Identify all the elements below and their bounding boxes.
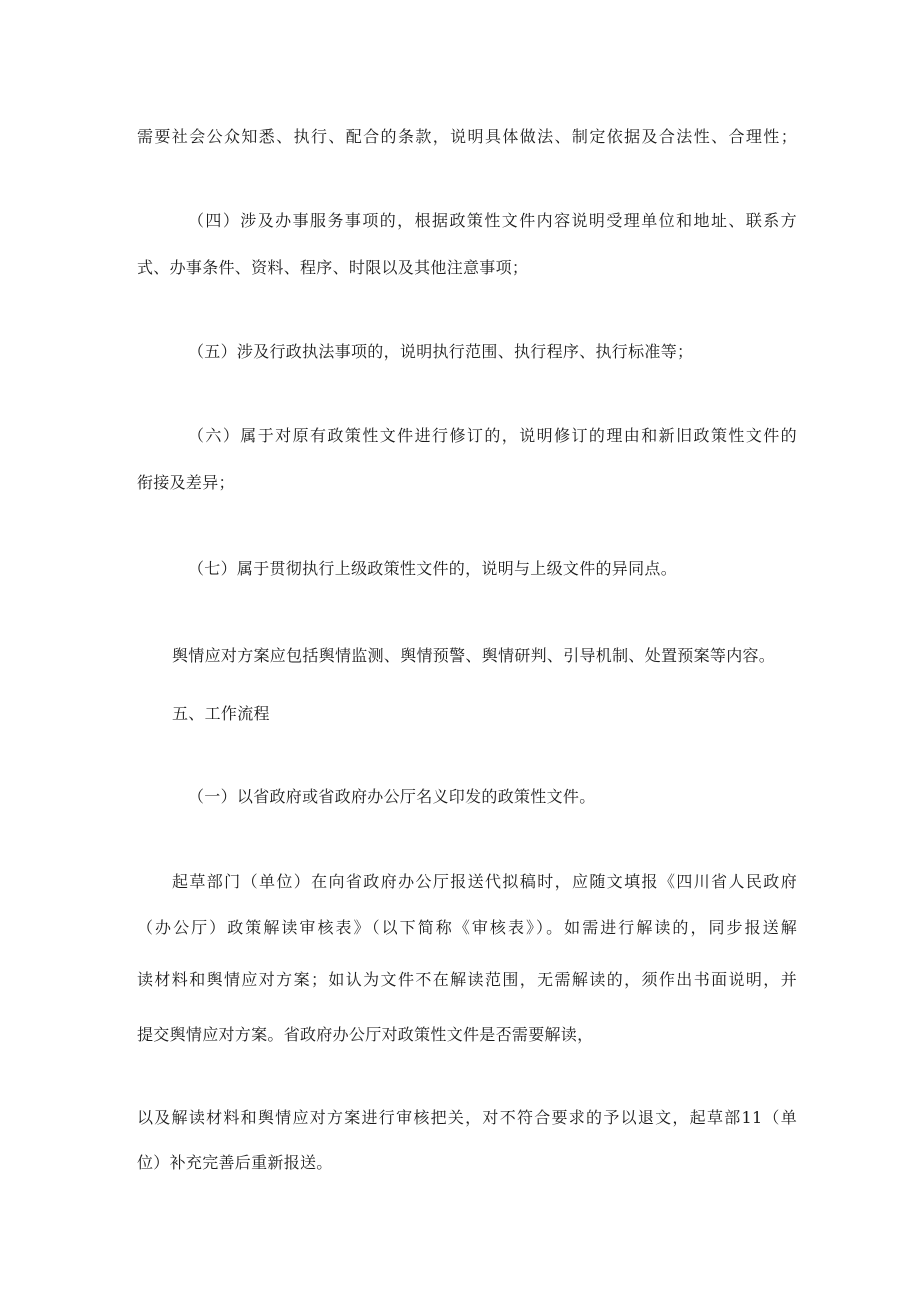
section-heading-workflow: 五、工作流程 bbox=[172, 704, 270, 723]
paragraph-line-5: 以及解读材料和舆情应对方案进行审核把关，对不符合要求的予以退文，起草部11（单 bbox=[137, 1108, 797, 1127]
item-four-line-2: 式、办事条件、资料、程序、时限以及其他注意事项； bbox=[137, 258, 529, 277]
paragraph-line-6: 位）补充完善后重新报送。 bbox=[137, 1153, 333, 1172]
subsection-heading-one: （一）以省政府或省政府办公厅名义印发的政策性文件。 bbox=[188, 787, 596, 806]
paragraph-line-4: 提交舆情应对方案。省政府办公厅对政策性文件是否需要解读， bbox=[137, 1025, 594, 1044]
paragraph-line-1: 起草部门（单位）在向省政府办公厅报送代拟稿时，应随文填报《四川省人民政府 bbox=[172, 872, 797, 891]
item-four-line-1: （四）涉及办事服务事项的，根据政策性文件内容说明受理单位和地址、联系方 bbox=[188, 211, 797, 230]
item-seven-line: （七）属于贯彻执行上级政策性文件的，说明与上级文件的异同点。 bbox=[188, 559, 678, 578]
text-line-1: 需要社会公众知悉、执行、配合的条款，说明具体做法、制定依据及合法性、合理性； bbox=[137, 127, 797, 146]
paragraph-line-3: 读材料和舆情应对方案；如认为文件不在解读范围，无需解读的，须作出书面说明，并 bbox=[137, 970, 797, 989]
item-six-line-1: （六）属于对原有政策性文件进行修订的，说明修订的理由和新旧政策性文件的 bbox=[188, 426, 797, 445]
paragraph-line-2: （办公厅）政策解读审核表》（以下简称《审核表》）。如需进行解读的，同步报送解 bbox=[137, 918, 797, 937]
item-six-line-2: 衔接及差异； bbox=[137, 473, 235, 492]
opinion-plan-paragraph: 舆情应对方案应包括舆情监测、舆情预警、舆情研判、引导机制、处置预案等内容。 bbox=[172, 646, 776, 665]
item-five-line: （五）涉及行政执法事项的，说明执行范围、执行程序、执行标准等； bbox=[188, 342, 694, 361]
